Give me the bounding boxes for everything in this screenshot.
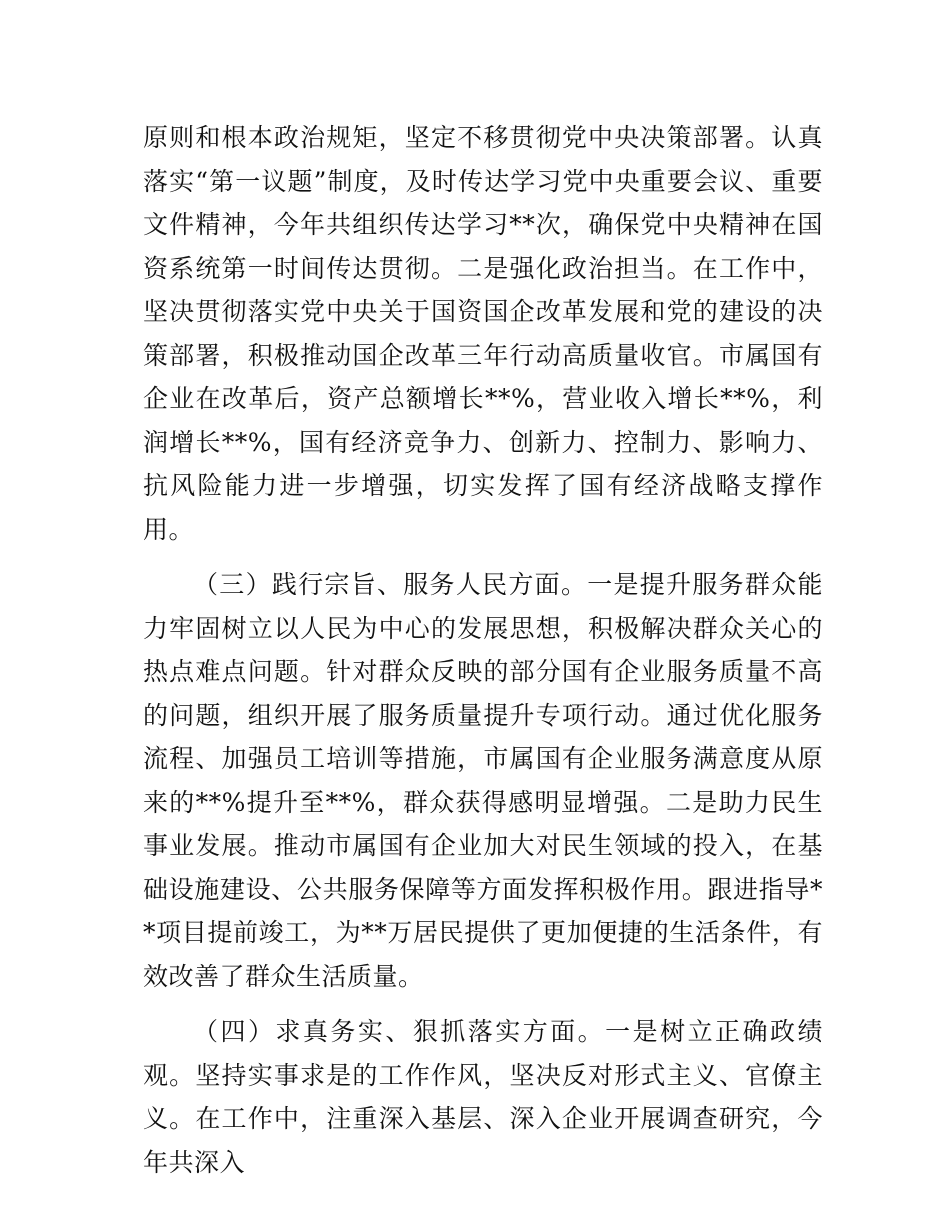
paragraph-political-discipline: 原则和根本政治规矩，坚定不移贯彻党中央决策部署。认真落实“第一议题”制度，及时传达学习党中央重要会议、重要文件精神，今年共组织传达学习**次，确保党中央精神在国资系统第一时间传达贯彻。二是强化政治担当。在工作中，坚决贯彻落实党中央关于国资国企改革发展和党的建设的决策部署，积极推动国企改革三年行动高质量收官。市属国有企业在改革后，资产总额增长**%，营业收入增长**%，利润增长**%，国有经济竞争力、创新力、控制力、影响力、抗风险能力进一步增强，切实发挥了国有经济战略支撑作用。 [143,123,823,544]
paragraph-serving-people: （三）践行宗旨、服务人民方面。一是提升服务群众能力牢固树立以人民为中心的发展思想，积极解决群众关心的热点难点问题。针对群众反映的部分国有企业服务质量不高的问题，组织开展了服务质量提升专项行动。通过优化服务流程、加强员工培训等措施，市属国有企业服务满意度从原来的**%提升至**%，群众获得感明显增强。二是助力民生事业发展。推动市属国有企业加大对民生领域的投入，在基础设施建设、公共服务保障等方面发挥积极作用。跟进指导**项目提前竣工，为**万居民提供了更加便捷的生活条件，有效改善了群众生活质量。 [143,570,823,991]
document-body [143,116,823,1184]
paragraph-pragmatic-implementation: （四）求真务实、狠抓落实方面。一是树立正确政绩观。坚持实事求是的工作作风，坚决反对形式主义、官僚主义。在工作中，注重深入基层、深入企业开展调查研究，今年共深入 [143,1017,823,1177]
